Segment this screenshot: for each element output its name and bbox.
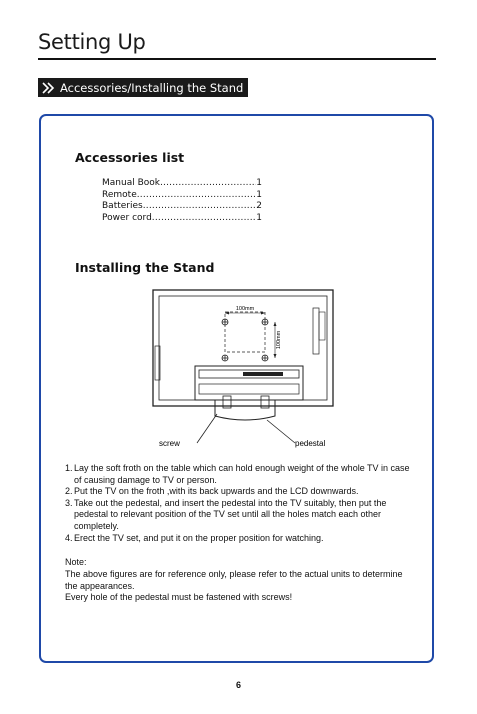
page-number: 6 (235, 680, 241, 690)
page-title: Setting Up (38, 30, 146, 54)
item-qty: 1 (256, 178, 262, 188)
step-text: Lay the soft froth on the table which can hold enough weight of the whole TV in case of causing damage to TV or person. (74, 463, 410, 485)
mount-pattern (225, 312, 265, 352)
title-divider (38, 58, 436, 60)
item-name: Manual Book (102, 178, 160, 188)
list-item (65, 533, 415, 545)
section-label: Accessories/Installing the Stand (60, 80, 244, 95)
accessories-heading: Accessories list (75, 150, 185, 165)
item-name: Power cord (102, 212, 152, 223)
note-line: Every hole of the pedestal must be fastened with screws! (65, 592, 293, 603)
square-icon (251, 83, 253, 92)
list-item (102, 190, 262, 202)
step-number: 3. (65, 497, 73, 508)
section-header-bar (38, 78, 248, 97)
installing-heading: Installing the Stand (75, 260, 215, 275)
list-item (65, 486, 415, 498)
note-label: Note: (65, 557, 87, 567)
item-name: Remote (102, 189, 137, 200)
accessories-list (102, 178, 262, 224)
notes-block (65, 557, 415, 604)
leader-dots (137, 190, 257, 202)
list-item (65, 498, 415, 533)
dim-vertical-label: 100mm (276, 330, 282, 350)
screw-holes (222, 319, 268, 361)
step-text: Erect the TV set, and put it on the proper position for watching. (74, 532, 324, 543)
leader-dots (160, 178, 256, 190)
installation-steps (65, 463, 415, 544)
item-qty: 1 (256, 189, 262, 200)
item-name: Batteries (102, 201, 143, 211)
list-item (65, 463, 415, 486)
note-line: The above figures are for reference only, please refer to the actual units to determine the appearances. (65, 568, 403, 591)
step-number: 4. (65, 532, 73, 543)
double-chevron-icon (42, 78, 56, 97)
step-number: 2. (65, 486, 73, 497)
step-text: Take out the pedestal, and insert the pedestal into the TV suitably, then put the pedestal to relevant position of the TV set until all the holes match each other completely. (74, 497, 387, 531)
step-text: Put the TV on the froth ,with its back upwards and the LCD downwards. (74, 486, 359, 497)
list-item (102, 213, 262, 225)
pedestal-label: pedestal (295, 439, 326, 448)
list-item (102, 201, 262, 213)
screw-label: screw (159, 439, 180, 448)
leader-dots (143, 201, 257, 213)
tv-stand-diagram (145, 286, 345, 456)
item-qty: 2 (256, 201, 262, 211)
leader-dots (152, 213, 256, 225)
item-qty: 1 (256, 212, 262, 223)
list-item (102, 178, 262, 190)
step-number: 1. (65, 463, 73, 473)
dim-horizontal-label: 100mm (235, 306, 255, 312)
